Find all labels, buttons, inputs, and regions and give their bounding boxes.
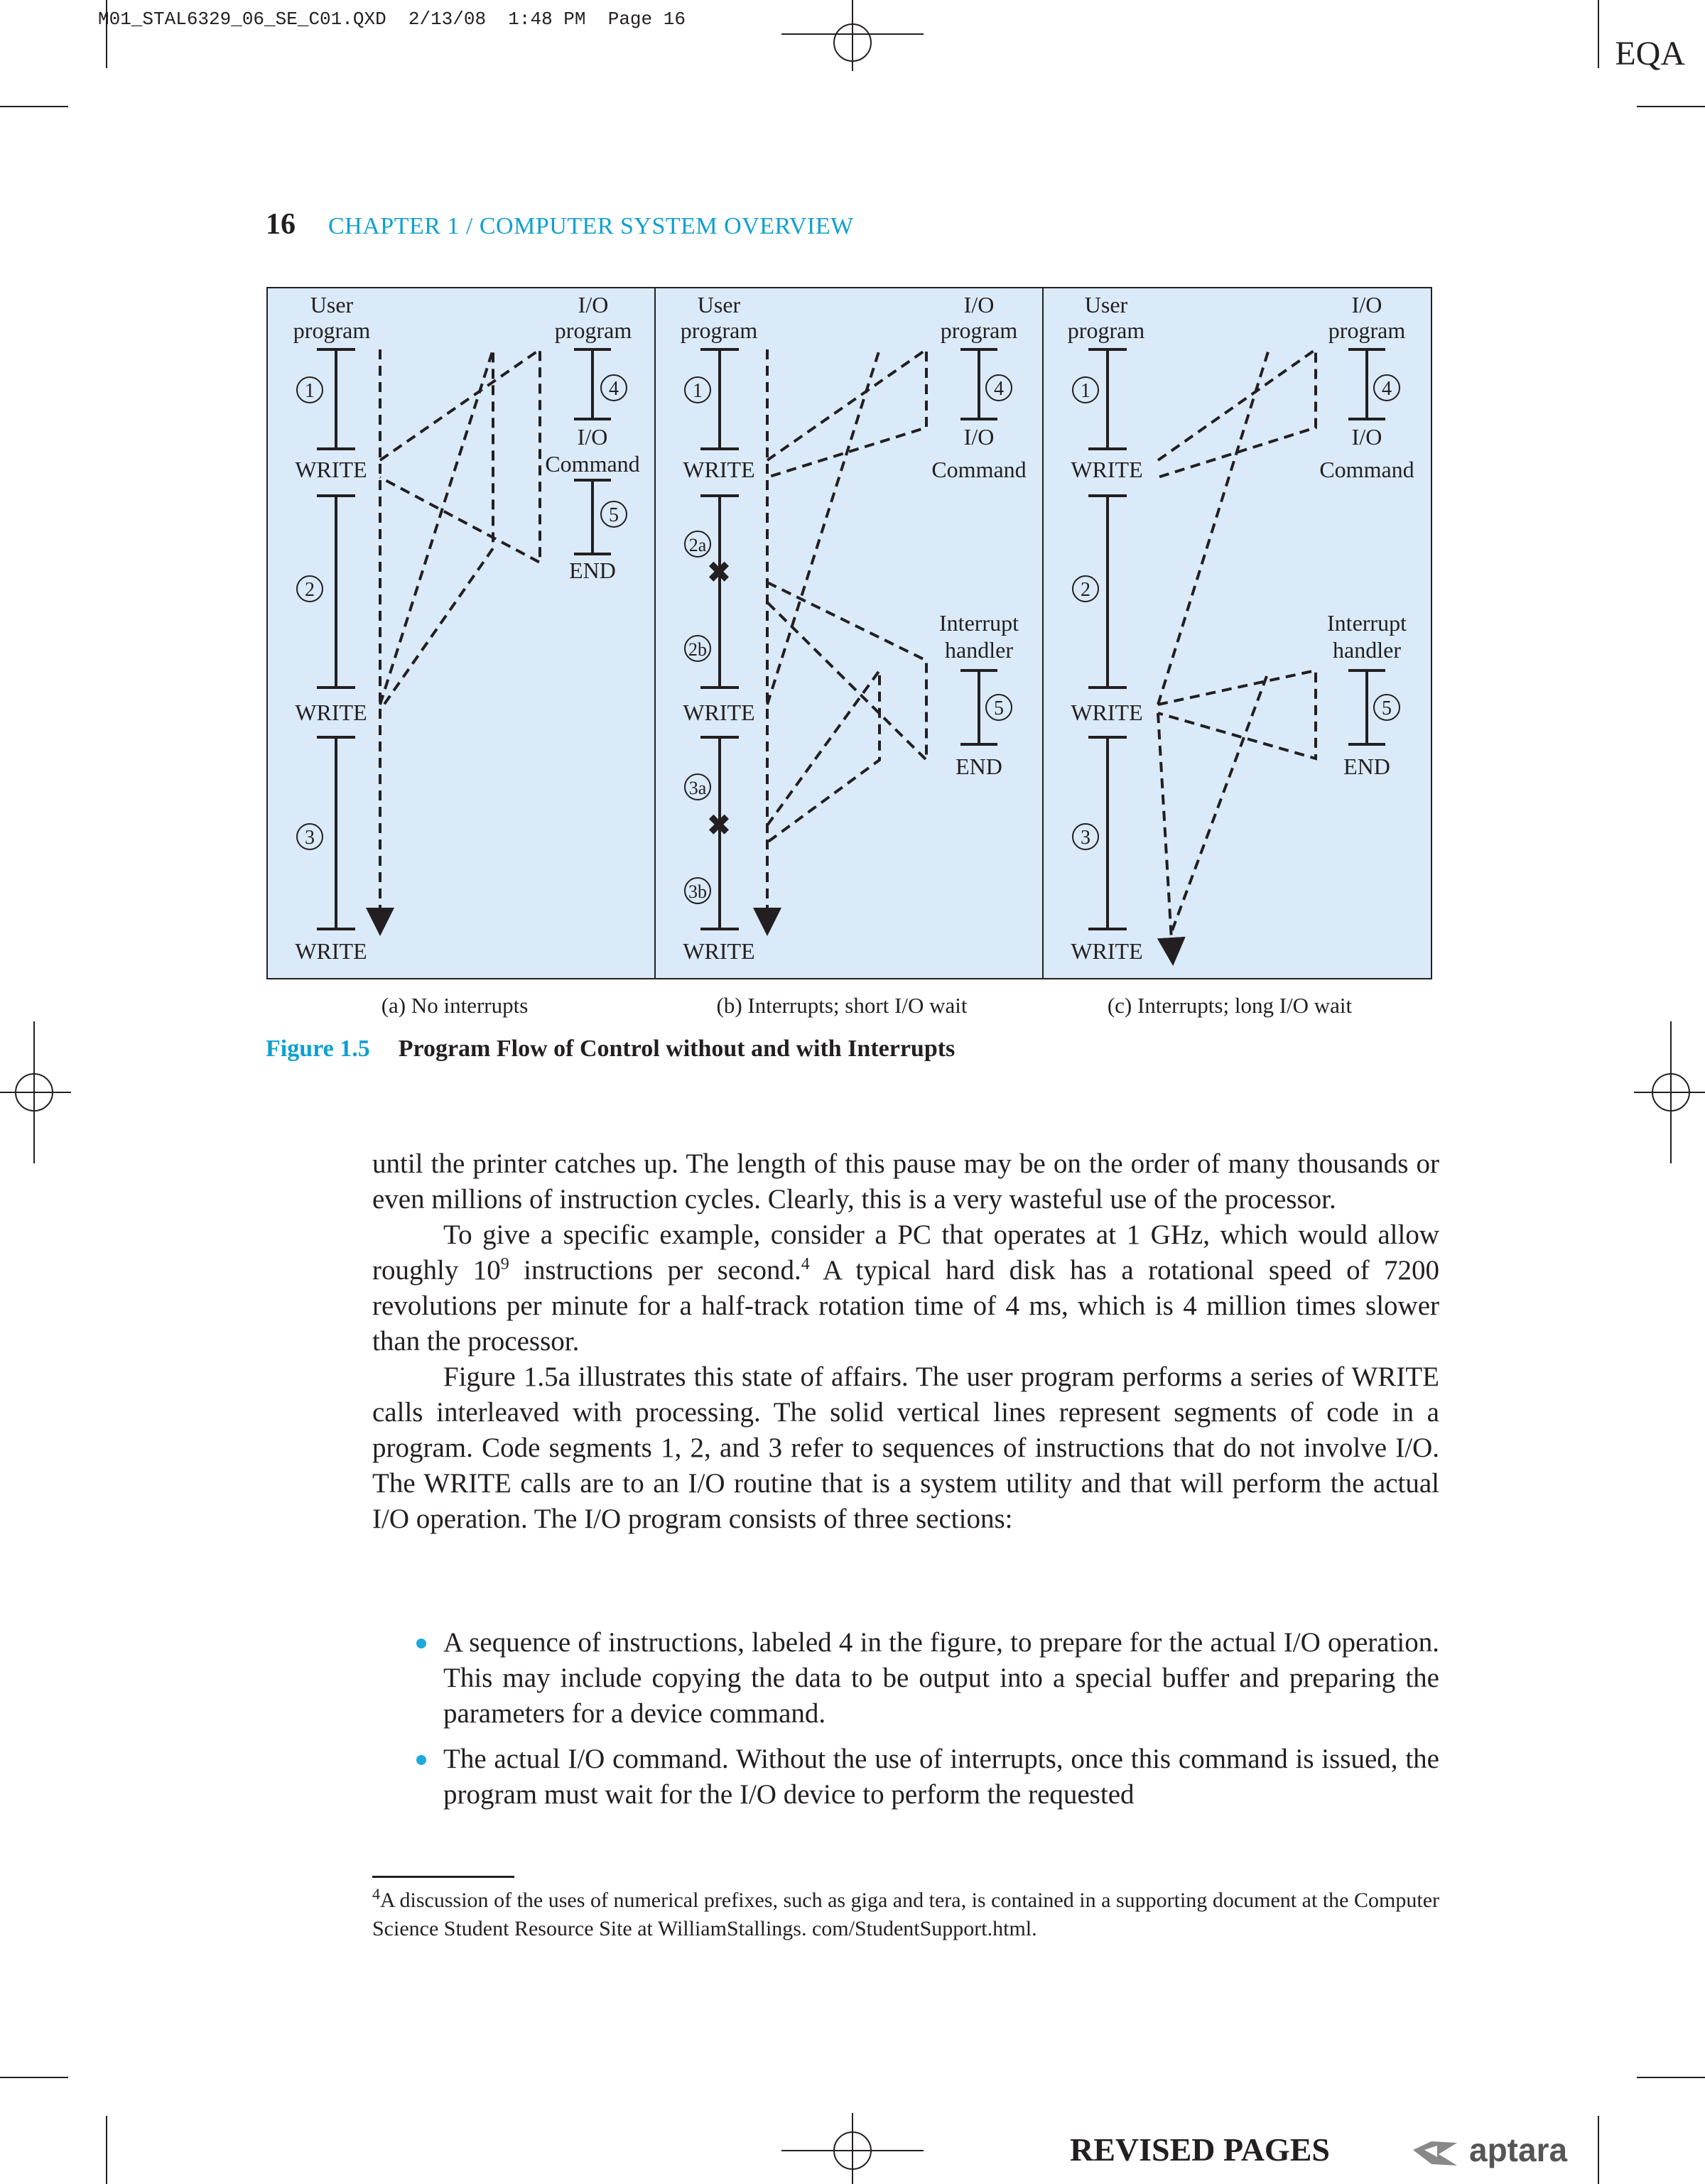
list-item: The actual I/O command. Without the use of interrupts, once this command is issued, the program must wait for the I/O device to perform the requested: [372, 1742, 1439, 1813]
user-program-label: User: [1084, 292, 1128, 317]
segment-label: 1: [1081, 380, 1090, 402]
registration-mark-bottom: [781, 2113, 924, 2184]
segment-label: 3: [305, 827, 315, 849]
segment-label: 1: [305, 380, 315, 402]
segment-label: 3b: [688, 881, 707, 902]
list-item: A sequence of instructions, labeled 4 in the figure, to prepare for the actual I/O operation. This may include copying the data to be output into a special buffer and preparing the parameters for a device command.: [372, 1625, 1439, 1732]
segment-label: 5: [609, 504, 619, 526]
io-command-label: I/O: [577, 424, 608, 450]
write-label: WRITE: [295, 700, 367, 725]
io-command-label: Command: [545, 451, 640, 477]
paragraph: Figure 1.5a illustrates this state of affairs. The user program performs a series of WRITE calls interleaved with processing. The solid vertical lines represent segments of code in a program. Code segments 1, 2, and 3 refer to sequences of instructions that do not involve I/O. The WRITE calls are to an I/O routine that is a system utility and that will perform the actual I/O operation. The I/O program consists of three sections:: [372, 1362, 1439, 1534]
subfigure-caption-c: (c) Interrupts; long I/O wait: [1107, 993, 1353, 1018]
segment-label: 3a: [688, 778, 707, 798]
write-label: WRITE: [683, 938, 755, 964]
interrupt-handler-label: handler: [945, 637, 1013, 663]
user-program-label: User: [697, 292, 741, 317]
io-program-label: program: [554, 317, 632, 343]
io-command-label: Command: [931, 457, 1027, 482]
segment-label: 2a: [688, 535, 707, 555]
io-command-label: Command: [1319, 457, 1414, 482]
io-program-label: program: [1328, 317, 1406, 343]
bullet-list: [372, 1625, 1439, 1822]
footnote-ref: 4: [801, 1255, 810, 1273]
revised-pages-label: REVISED PAGES: [1070, 2131, 1330, 2168]
paragraph: until the printer catches up. The length of this pause may be on the order of many thousands or even millions of instruction cycles. Clearly, this is a very wasteful use of the processor.: [372, 1148, 1439, 1215]
subfigure-caption-b: (b) Interrupts; short I/O wait: [716, 993, 968, 1018]
interrupt-handler-label: handler: [1333, 637, 1401, 663]
footnote-rule: [372, 1876, 514, 1878]
segment-label: 4: [994, 378, 1004, 400]
io-program-label: I/O: [578, 292, 609, 317]
io-program-label: I/O: [963, 292, 995, 317]
eqa-mark: EQA: [1615, 35, 1685, 72]
write-label: WRITE: [1071, 457, 1143, 482]
write-label: WRITE: [295, 457, 367, 482]
registration-mark-right: [1634, 1021, 1705, 1163]
aptara-logo-icon: [1410, 2136, 1460, 2168]
write-label: WRITE: [1071, 700, 1143, 725]
bullet-icon: [416, 1755, 426, 1765]
figure-caption: [266, 1036, 955, 1063]
aptara-brand: aptara: [1469, 2131, 1568, 2168]
user-program-label: program: [1067, 317, 1145, 343]
segment-label: 2: [305, 579, 315, 601]
bullet-icon: [416, 1639, 426, 1648]
body-text: [372, 1146, 1439, 1537]
interrupt-handler-label: Interrupt: [1327, 610, 1407, 636]
end-label: END: [1343, 754, 1390, 779]
end-label: END: [956, 754, 1002, 779]
segment-label: 4: [1382, 378, 1392, 400]
segment-label: 5: [1382, 697, 1392, 719]
figure-1-5: [0, 0, 1705, 1030]
user-program-label: program: [293, 317, 371, 343]
segment-label: 2: [1081, 579, 1090, 601]
segment-label: 4: [609, 378, 619, 400]
interrupt-handler-label: Interrupt: [939, 610, 1019, 636]
end-label: END: [569, 558, 616, 583]
io-command-label: I/O: [1351, 424, 1382, 450]
chapter-title: CHAPTER 1 / COMPUTER SYSTEM OVERVIEW: [328, 213, 854, 239]
figure-number: Figure 1.5: [266, 1036, 370, 1062]
segment-label: 5: [994, 697, 1004, 719]
paragraph: To give a specific example, consider a PC that operates at 1 GHz, which would allow roughly $10^9$ instructions per second.$^4$ A typical hard disk has a rotational speed of 7200 revolutions per minute for a half-track rotation time of 4 ms, which is 4 million times slower than the processor.: [372, 1219, 1439, 1357]
segment-label: 2b: [688, 639, 707, 660]
footnote-text: A discussion of the uses of numerical prefixes, such as giga and tera, is contained in a supporting document at the Computer Science Student Resource Site at WilliamStallings. com/StudentSupport.html.: [372, 1889, 1439, 1940]
footnote-marker: 4: [372, 1885, 380, 1903]
footnote: [372, 1886, 1439, 1943]
write-label: WRITE: [1071, 938, 1143, 964]
subfigure-caption-a: (a) No interrupts: [381, 993, 529, 1018]
registration-mark-left: [0, 1021, 71, 1163]
segment-label: 1: [693, 380, 703, 402]
figure-title: Program Flow of Control without and with Interrupts: [398, 1036, 956, 1062]
io-program-label: I/O: [1351, 292, 1382, 317]
page-number: 16: [266, 208, 296, 241]
write-label: WRITE: [295, 938, 367, 964]
user-program-label: program: [680, 317, 758, 343]
segment-label: 3: [1081, 827, 1090, 849]
write-label: WRITE: [683, 700, 755, 725]
user-program-label: User: [310, 292, 354, 317]
write-label: WRITE: [683, 457, 755, 482]
printer-slug: M01_STAL6329_06_SE_C01.QXD 2/13/08 1:48 PM Page 16: [98, 9, 686, 30]
interrupt-mark-icon: ✖: [706, 810, 732, 842]
io-program-label: program: [940, 317, 1018, 343]
io-command-label: I/O: [963, 424, 995, 450]
interrupt-mark-icon: ✖: [706, 557, 732, 590]
